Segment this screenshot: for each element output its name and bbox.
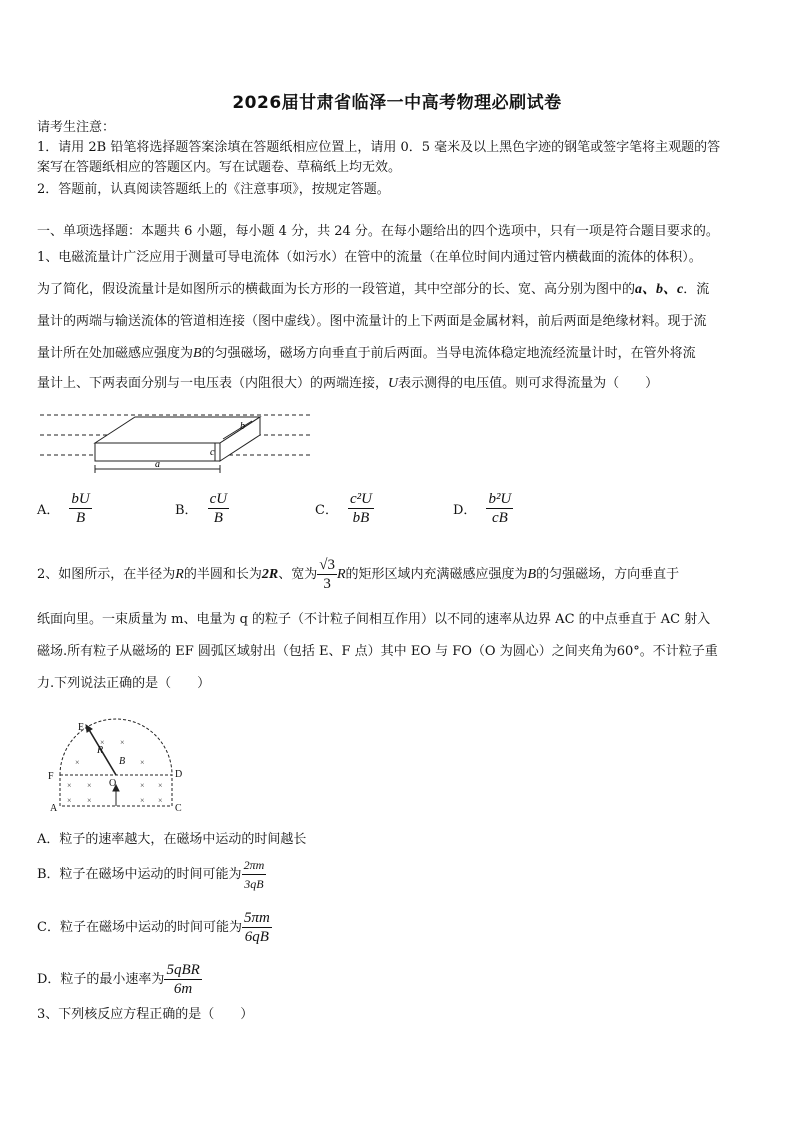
q1-option-b[interactable]: [175, 490, 229, 527]
fraction-numerator: 5πm: [243, 910, 270, 926]
q1-option-c[interactable]: [315, 490, 374, 527]
cross-mark: ×: [140, 758, 145, 767]
q2-var: R: [175, 567, 184, 582]
q1-text: 为了简化，假设流量计是如图所示的横截面为长方形的一段管道，其中空部分的长、宽、高分别为图中的: [37, 282, 636, 297]
q2-option-a[interactable]: A．粒子的速率越大，在磁场中运动的时间越长: [37, 832, 307, 847]
q1-text: 表示测得的电压值。则可求得流量为（ ）: [398, 376, 659, 391]
label-F: F: [48, 771, 54, 782]
label-a: a: [155, 459, 160, 470]
q2-text: 2、如图所示，在半径为: [37, 567, 176, 582]
cross-mark: ×: [158, 781, 163, 790]
option-fraction: [348, 490, 374, 527]
fraction-denominator: bB: [352, 510, 370, 526]
fraction-numerator: 2πm: [242, 856, 267, 875]
option-text: C．粒子在磁场中运动的时间可能为: [37, 920, 242, 935]
q1-vars: a、b、c: [635, 282, 684, 297]
q1-line-2: [37, 280, 759, 300]
option-text: B．粒子在磁场中运动的时间可能为: [37, 867, 242, 882]
fraction-denominator: 3: [323, 576, 331, 592]
q2-var: 2R: [261, 567, 279, 582]
cross-mark: ×: [120, 738, 125, 747]
label-R: R: [97, 745, 104, 756]
q2-text: 的半圆和长为: [183, 567, 262, 582]
label-O: O: [109, 778, 117, 789]
cross-mark: ×: [67, 796, 72, 805]
cross-mark: ×: [140, 781, 145, 790]
q1-line-1: 1、电磁流量计广泛应用于测量可导电流体（如污水）在管中的流量（在单位时间内通过管内横截面的流体的体积）。: [37, 250, 702, 265]
label-C: C: [175, 803, 182, 814]
option-fraction: [69, 490, 91, 527]
q2-var: B: [527, 567, 537, 582]
q2-line-4: 力.下列说法正确的是（ ）: [37, 676, 211, 691]
label-D: D: [175, 769, 183, 780]
label-b: b: [240, 421, 245, 432]
option-label: D．: [453, 503, 477, 518]
cross-mark: ×: [140, 796, 145, 805]
notice-item-1-cont: 案写在答题纸相应的答题区内。写在试题卷、草稿纸上均无效。: [37, 160, 402, 175]
notice-heading: 请考生注意：: [37, 120, 116, 135]
q2-option-d[interactable]: [37, 960, 759, 1000]
fraction-numerator: √3: [319, 557, 335, 573]
option-fraction: [208, 490, 230, 527]
q2-line-3: 磁场.所有粒子从磁场的 EF 圆弧区域射出（包括 E、F 点）其中 EO 与 FO（O 为圆心）之间夹角为60°。不计粒子重: [37, 644, 718, 659]
option-fraction: [242, 909, 272, 946]
fraction-denominator: 3qB: [244, 877, 264, 891]
notice-item-2: 2．答题前，认真阅读答题纸上的《注意事项》，按规定答题。: [37, 182, 390, 197]
label-B: B: [119, 756, 126, 767]
label-A: A: [50, 803, 58, 814]
q1-line-5: [37, 374, 759, 394]
option-fraction: [486, 490, 513, 527]
fraction-denominator: 6qB: [244, 929, 269, 945]
option-text: D．粒子的最小速率为: [37, 972, 165, 987]
q2-text: 的匀强磁场，方向垂直于: [536, 567, 680, 582]
fraction-numerator: 5qBR: [166, 962, 200, 978]
fraction-numerator: b²U: [488, 491, 512, 507]
section-heading: 一、单项选择题：本题共 6 小题，每小题 4 分，共 24 分。在每小题给出的四个选项中，只有一项是符合题目要求的。: [37, 224, 719, 239]
q1-text: ．流: [683, 282, 710, 297]
q1-text: 的匀强磁场，磁场方向垂直于前后两面。当导电流体稳定地流经流量计时，在管外将流: [201, 346, 696, 361]
q1-line-3: 量计的两端与输送流体的管道相连接（图中虚线）。图中流量计的上下两面是金属材料，前后两面是绝缘材料。现于流: [37, 314, 707, 329]
fraction-denominator: 6m: [173, 981, 193, 997]
option-label: B．: [175, 503, 198, 518]
q1-line-4: [37, 344, 759, 364]
label-E: E: [78, 722, 85, 733]
cross-mark: ×: [87, 781, 92, 790]
fraction-denominator: cB: [491, 510, 508, 526]
q2-line-1: [37, 555, 759, 595]
option-label: C．: [315, 503, 338, 518]
q3-line-1: 3、下列核反应方程正确的是（ ）: [37, 1007, 254, 1022]
option-label: A．: [37, 503, 60, 518]
arrow-head-icon: [86, 725, 92, 732]
q1-text: 量计所在处加磁感应强度为: [37, 346, 194, 361]
option-fraction: [242, 856, 267, 893]
page-title: 2026届甘肃省临泽一中高考物理必刷试卷: [232, 93, 562, 113]
q1-var-U: U: [388, 376, 399, 391]
cross-mark: ×: [67, 781, 72, 790]
fraction-numerator: bU: [71, 491, 90, 507]
notice-item-1: 1．请用 2B 铅笔将选择题答案涂填在答题纸相应位置上，请用 0．5 毫米及以上黑色字迹的钢笔或签字笔将主观题的答: [37, 140, 721, 155]
q2-text: 、宽为: [278, 567, 318, 582]
fraction-numerator: c²U: [349, 491, 372, 507]
cross-mark: ×: [75, 758, 80, 767]
fraction-denominator: B: [75, 510, 86, 526]
fraction-numerator: cU: [209, 491, 228, 507]
fraction-denominator: B: [213, 510, 223, 526]
q2-width-fraction: [317, 556, 337, 593]
q1-text: 量计上、下两表面分别与一电压表（内阻很大）的两端连接，: [37, 376, 389, 391]
label-c: c: [210, 447, 215, 458]
q1-option-d[interactable]: [453, 490, 513, 527]
q2-var: R: [336, 567, 346, 582]
cross-mark: ×: [87, 796, 92, 805]
cross-mark: ×: [158, 796, 163, 805]
q2-text: 的矩形区域内充满磁感应强度为: [345, 567, 528, 582]
cross-mark: ×: [100, 738, 105, 747]
q2-option-b[interactable]: [37, 856, 759, 894]
flow-meter-figure: [40, 405, 320, 480]
option-fraction: [164, 961, 201, 998]
q1-var-B: B: [193, 346, 202, 361]
q1-option-a[interactable]: [37, 490, 92, 527]
q2-option-c[interactable]: [37, 908, 759, 948]
q2-line-2: 纸面向里。一束质量为 m、电量为 q 的粒子（不计粒子间相互作用）以不同的速率从边界 AC 的中点垂直于 AC 射入: [37, 612, 711, 627]
magnetic-field-figure: [45, 715, 190, 815]
